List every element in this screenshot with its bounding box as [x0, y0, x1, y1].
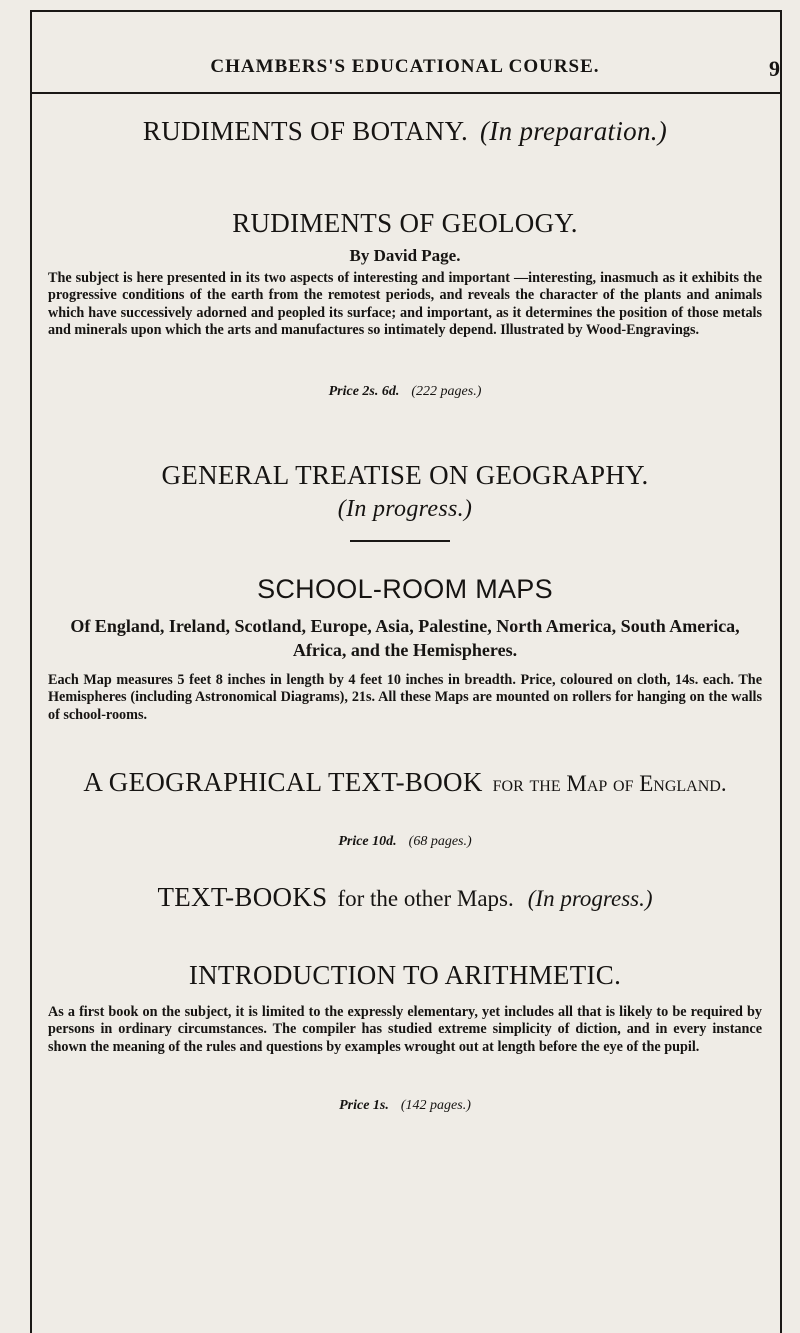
section-divider [350, 540, 450, 542]
textbook-price-line [48, 832, 762, 850]
left-border-rule [30, 10, 32, 1333]
textbook-price: Price 10d. [338, 834, 397, 849]
botany-status: (In preparation.) [480, 116, 668, 146]
arithmetic-price: Price 1s. [339, 1098, 389, 1113]
textbooks-other-heading [48, 882, 762, 913]
geology-pages: (222 pages.) [411, 384, 482, 399]
geology-description: The subject is here presented in its two aspects of interesting and important —interesting, inasmuch as it exhibits the progressive conditions of the earth from the remotest periods, and reveals the character of the plants and animals which have successively adorned and peopled its surface; and important, as it determines the position of those metals and minerals upon which the arts and manufactures so intimately depend. Illustrated by Wood-Engravings. [48, 270, 762, 339]
header-rule [30, 92, 782, 94]
arithmetic-pages: (142 pages.) [400, 1098, 471, 1113]
textbook-title: A GEOGRAPHICAL TEXT-BOOK [83, 767, 483, 797]
textbook-heading [48, 766, 762, 803]
running-header: CHAMBERS'S EDUCATIONAL COURSE. [210, 56, 600, 77]
geology-author: By David Page. [349, 246, 461, 265]
textbook-pages: (68 pages.) [408, 834, 472, 849]
arithmetic-title: INTRODUCTION TO ARITHMETIC. [188, 960, 622, 990]
top-border-rule [30, 10, 782, 12]
textbooks-other-title-rest: for the other Maps. [337, 886, 514, 911]
textbooks-other-title: TEXT-BOOKS [157, 882, 328, 912]
geology-price-line [48, 382, 762, 400]
right-border-rule [780, 10, 782, 1333]
arithmetic-price-line [48, 1096, 762, 1114]
maps-title: SCHOOL-ROOM MAPS [257, 574, 553, 604]
maps-subtitle: Of England, Ireland, Scotland, Europe, Asia, Palestine, North America, South America, Africa, and the Hemispheres. [70, 616, 740, 660]
textbooks-other-status: (In progress.) [527, 886, 653, 911]
textbook-title-rest: for the Map of England. [492, 771, 727, 796]
botany-title: RUDIMENTS OF BOTANY. [142, 116, 469, 146]
botany-section [48, 116, 762, 147]
geography-status: (In progress.) [337, 496, 473, 522]
geography-title: GENERAL TREATISE ON GEOGRAPHY. [161, 460, 649, 490]
arithmetic-description: As a first book on the subject, it is limited to the expressly elementary, yet includes all that is likely to be required by persons in ordinary circumstances. The compiler has studied extreme simplicity of diction, and in every instance shown the meaning of the rules and questions by examples wrought out at length before the eye of the pupil. [48, 1004, 762, 1055]
page-number: 9 [769, 56, 780, 81]
maps-description: Each Map measures 5 feet 8 inches in length by 4 feet 10 inches in breadth. Price, coloured on cloth, 14s. each. The Hemispheres (including Astronomical Diagrams), 21s. All these Maps are mounted on rollers for hanging on the walls of school-rooms. [48, 672, 762, 723]
geology-title: RUDIMENTS OF GEOLOGY. [232, 208, 578, 238]
geology-price: Price 2s. 6d. [328, 384, 400, 399]
